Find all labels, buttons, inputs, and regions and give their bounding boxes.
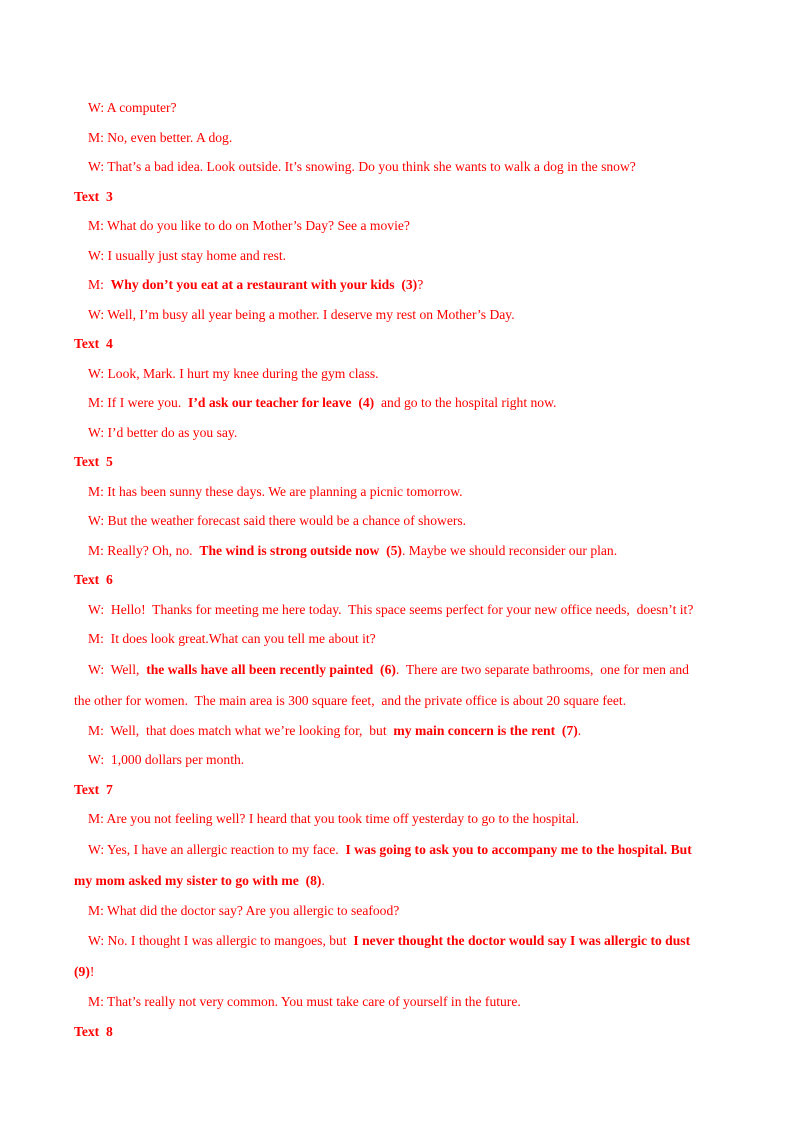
line-text: W: Look, Mark. I hurt my knee during the gym class. [88, 365, 379, 381]
line-text: and go to the hospital right now. [374, 395, 557, 410]
dialogue-line [0, 506, 800, 536]
dialogue-line [0, 300, 800, 330]
line-text: M: That’s really not very common. You must take care of yourself in the future. [88, 994, 521, 1009]
dialogue-line [0, 477, 800, 507]
dialogue-line [0, 834, 800, 865]
dialogue-line [0, 388, 800, 418]
answer-text: the walls have all been recently painted (6) [146, 661, 396, 677]
line-text: W: But the weather forecast said there would be a chance of showers. [88, 513, 467, 528]
dialogue-line [0, 654, 800, 685]
dialogue-line-continuation [0, 685, 800, 716]
dialogue-line [0, 987, 800, 1017]
dialogue-line [0, 418, 800, 448]
dialogue-line [0, 896, 800, 926]
section-heading [0, 775, 800, 805]
line-text: . [577, 722, 582, 738]
line-text: W: I’d better do as you say. [88, 424, 238, 440]
section-heading [0, 1017, 800, 1047]
section-heading [0, 182, 800, 212]
dialogue-line [0, 716, 800, 746]
line-text: the other for women. The main area is 300 square feet, and the private office is about 20 square feet. [74, 692, 627, 708]
line-text: . [321, 872, 325, 888]
dialogue-line [0, 536, 800, 566]
transcript-page [0, 93, 800, 1046]
dialogue-line [0, 93, 800, 123]
dialogue-line-continuation [0, 956, 800, 987]
line-text: M: No, even better. A dog. [88, 129, 233, 145]
line-text: W: Well, [88, 661, 147, 677]
answer-text: Text 3 [74, 188, 113, 204]
line-text: W: I usually just stay home and rest. [88, 247, 287, 263]
dialogue-line [0, 241, 800, 271]
answer-text: my mom asked my sister to go with me (8) [74, 872, 322, 888]
dialogue-line-continuation [0, 865, 800, 896]
line-text: ? [417, 277, 424, 292]
line-text: W: 1,000 dollars per month. [88, 752, 245, 767]
answer-text: Text 5 [74, 454, 113, 469]
answer-text: Text 6 [74, 572, 113, 587]
answer-text: I’d ask our teacher for leave (4) [188, 395, 375, 410]
dialogue-line [0, 595, 800, 625]
line-text: M: [88, 277, 111, 292]
answer-text: I never thought the doctor would say I was allergic to dust [353, 933, 691, 948]
answer-text: Text 7 [74, 781, 113, 797]
line-text: W: That’s a bad idea. Look outside. It’s snowing. Do you think she wants to walk a dog in the snow? [88, 159, 636, 174]
answer-text: my main concern is the rent (7) [393, 722, 578, 738]
section-heading [0, 565, 800, 595]
dialogue-line [0, 152, 800, 182]
line-text: M: Are you not feeling well? I heard that you took time off yesterday to go to the hospital. [88, 811, 579, 826]
line-text: M: What did the doctor say? Are you allergic to seafood? [88, 902, 400, 918]
answer-text: Text 4 [74, 336, 113, 351]
answer-text: Text 8 [74, 1023, 113, 1039]
dialogue-line [0, 270, 800, 300]
answer-text: (9) [74, 964, 90, 979]
dialogue-line [0, 211, 800, 241]
section-heading [0, 447, 800, 477]
line-text: . Maybe we should reconsider our plan. [401, 542, 618, 558]
line-text: W: A computer? [88, 100, 177, 115]
answer-text: Why don’t you eat at a restaurant with your kids (3) [110, 277, 418, 292]
answer-text: The wind is strong outside now (5) [199, 542, 402, 558]
line-text: W: Well, I’m busy all year being a mother. I deserve my rest on Mother’s Day. [88, 306, 515, 322]
dialogue-line [0, 359, 800, 389]
dialogue-line [0, 804, 800, 834]
dialogue-line [0, 624, 800, 654]
dialogue-line [0, 745, 800, 775]
line-text: W: Hello! Thanks for meeting me here today. This space seems perfect for your new office needs, doesn’t it? [88, 601, 694, 617]
line-text: ! [89, 964, 95, 979]
dialogue-line [0, 925, 800, 956]
line-text: M: Well, that does match what we’re looking for, but [88, 722, 394, 738]
line-text: M: What do you like to do on Mother’s Day? See a movie? [88, 218, 410, 233]
line-text: W: No. I thought I was allergic to mangoes, but [88, 933, 354, 948]
section-heading [0, 329, 800, 359]
line-text: M: If I were you. [88, 395, 189, 410]
answer-text: I was going to ask you to accompany me to the hospital. But [345, 841, 692, 857]
line-text: W: Yes, I have an allergic reaction to my face. [88, 841, 346, 857]
line-text: M: It has been sunny these days. We are planning a picnic tomorrow. [88, 483, 463, 499]
line-text: M: Really? Oh, no. [88, 542, 200, 558]
dialogue-line [0, 123, 800, 153]
line-text: . There are two separate bathrooms, one for men and [395, 661, 689, 677]
line-text: M: It does look great.What can you tell me about it? [88, 631, 376, 646]
